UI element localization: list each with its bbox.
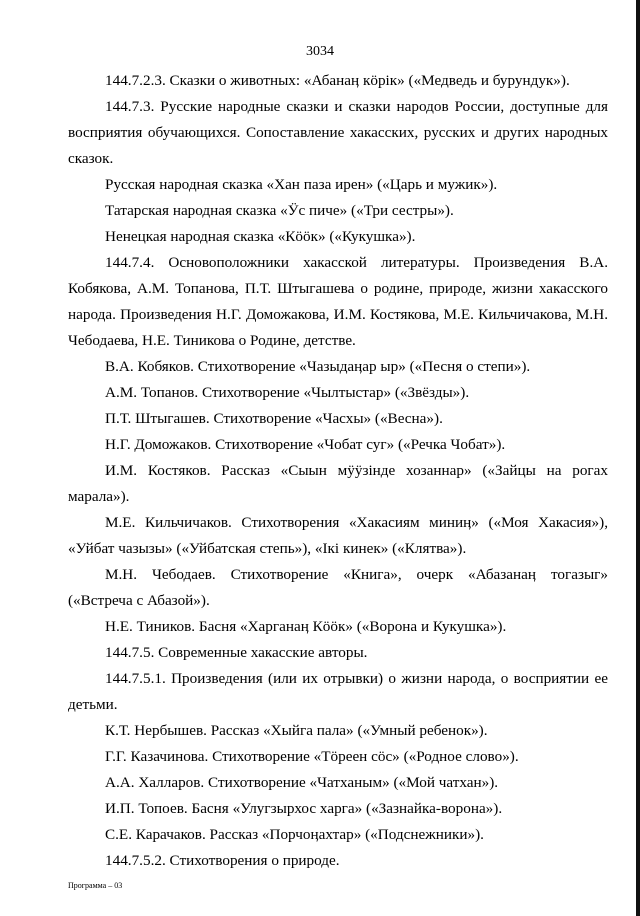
paragraph: В.А. Кобяков. Стихотворение «Чазыдаӊар ыр» («Песня о степи»). xyxy=(105,358,531,375)
paragraph: 144.7.5. Современные хакасские авторы. xyxy=(105,644,368,661)
paragraph: Татарская народная сказка «Ӱс пиче» («Три сестры»). xyxy=(105,202,454,219)
paragraph: А.М. Топанов. Стихотворение «Чылтыстар» («Звёзды»). xyxy=(105,384,470,401)
paragraph: И.П. Топоев. Басня «Улугзырхос харга» («Зазнайка-ворона»). xyxy=(105,800,503,817)
page-number: 3034 xyxy=(306,44,334,59)
paragraph: Ненецкая народная сказка «Кӧӧк» («Кукушка»). xyxy=(105,228,416,245)
paragraph: 144.7.5.2. Стихотворения о природе. xyxy=(105,852,340,869)
paragraph: С.Е. Карачаков. Рассказ «Порчоӊахтар» («Подснежники»). xyxy=(105,826,484,843)
scan-edge-divider xyxy=(636,0,640,916)
paragraph: Н.Е. Тиников. Басня «Харганаӊ Кӧӧк» («Ворона и Кукушка»). xyxy=(105,618,507,635)
page-footer: Программа – 03 xyxy=(68,881,123,890)
paragraph: Г.Г. Казачинова. Стихотворение «Тӧреен сӧс» («Родное слово»). xyxy=(105,748,519,765)
paragraph: М.Е. Кильчичаков. Стихотворения «Хакасиям миниӊ» («Моя Хакасия»), «Уйбат чазызы» («Уйбатская степь»), «Ікі кинек» («Клятва»). xyxy=(68,514,608,557)
paragraph: Русская народная сказка «Хан паза ирен» («Царь и мужик»). xyxy=(105,176,498,193)
paragraph: П.Т. Штыгашев. Стихотворение «Часхы» («Весна»). xyxy=(105,410,443,427)
paragraph: К.Т. Нербышев. Рассказ «Хыйга пала» («Умный ребенок»). xyxy=(105,722,488,739)
document-body xyxy=(68,68,608,874)
paragraph: 144.7.4. Основоположники хакасской литературы. Произведения В.А. Кобякова, А.М. Топанова, П.Т. Штыгашева о родине, природе, жизни хакасского народа. Произведения Н.Г. Доможакова, И.М. Костякова, М.Е. Кильчичакова, М.Н. Чебодаева, Н.Е. Тиникова о Родине, детстве. xyxy=(68,254,608,349)
paragraph: И.М. Костяков. Рассказ «Сыын мӱӱзiнде хозаннар» («Зайцы на рогах марала»). xyxy=(68,462,608,505)
paragraph: 144.7.5.1. Произведения (или их отрывки) о жизни народа, о восприятии ее детьми. xyxy=(68,670,608,713)
paragraph: 144.7.3. Русские народные сказки и сказки народов России, доступные для восприятия обучающихся. Сопоставление хакасских, русских и других народных сказок. xyxy=(68,98,608,167)
paragraph: Н.Г. Доможаков. Стихотворение «Чобат суг» («Речка Чобат»). xyxy=(105,436,506,453)
paragraph: 144.7.2.3. Сказки о животных: «Абанаӊ кӧрік» («Медведь и бурундук»). xyxy=(105,72,570,89)
paragraph: А.А. Халларов. Стихотворение «Чатханым» («Мой чатхан»). xyxy=(105,774,499,791)
paragraph: М.Н. Чебодаев. Стихотворение «Книга», очерк «Абазанаӊ тогазыг» («Встреча с Абазой»). xyxy=(68,566,608,609)
